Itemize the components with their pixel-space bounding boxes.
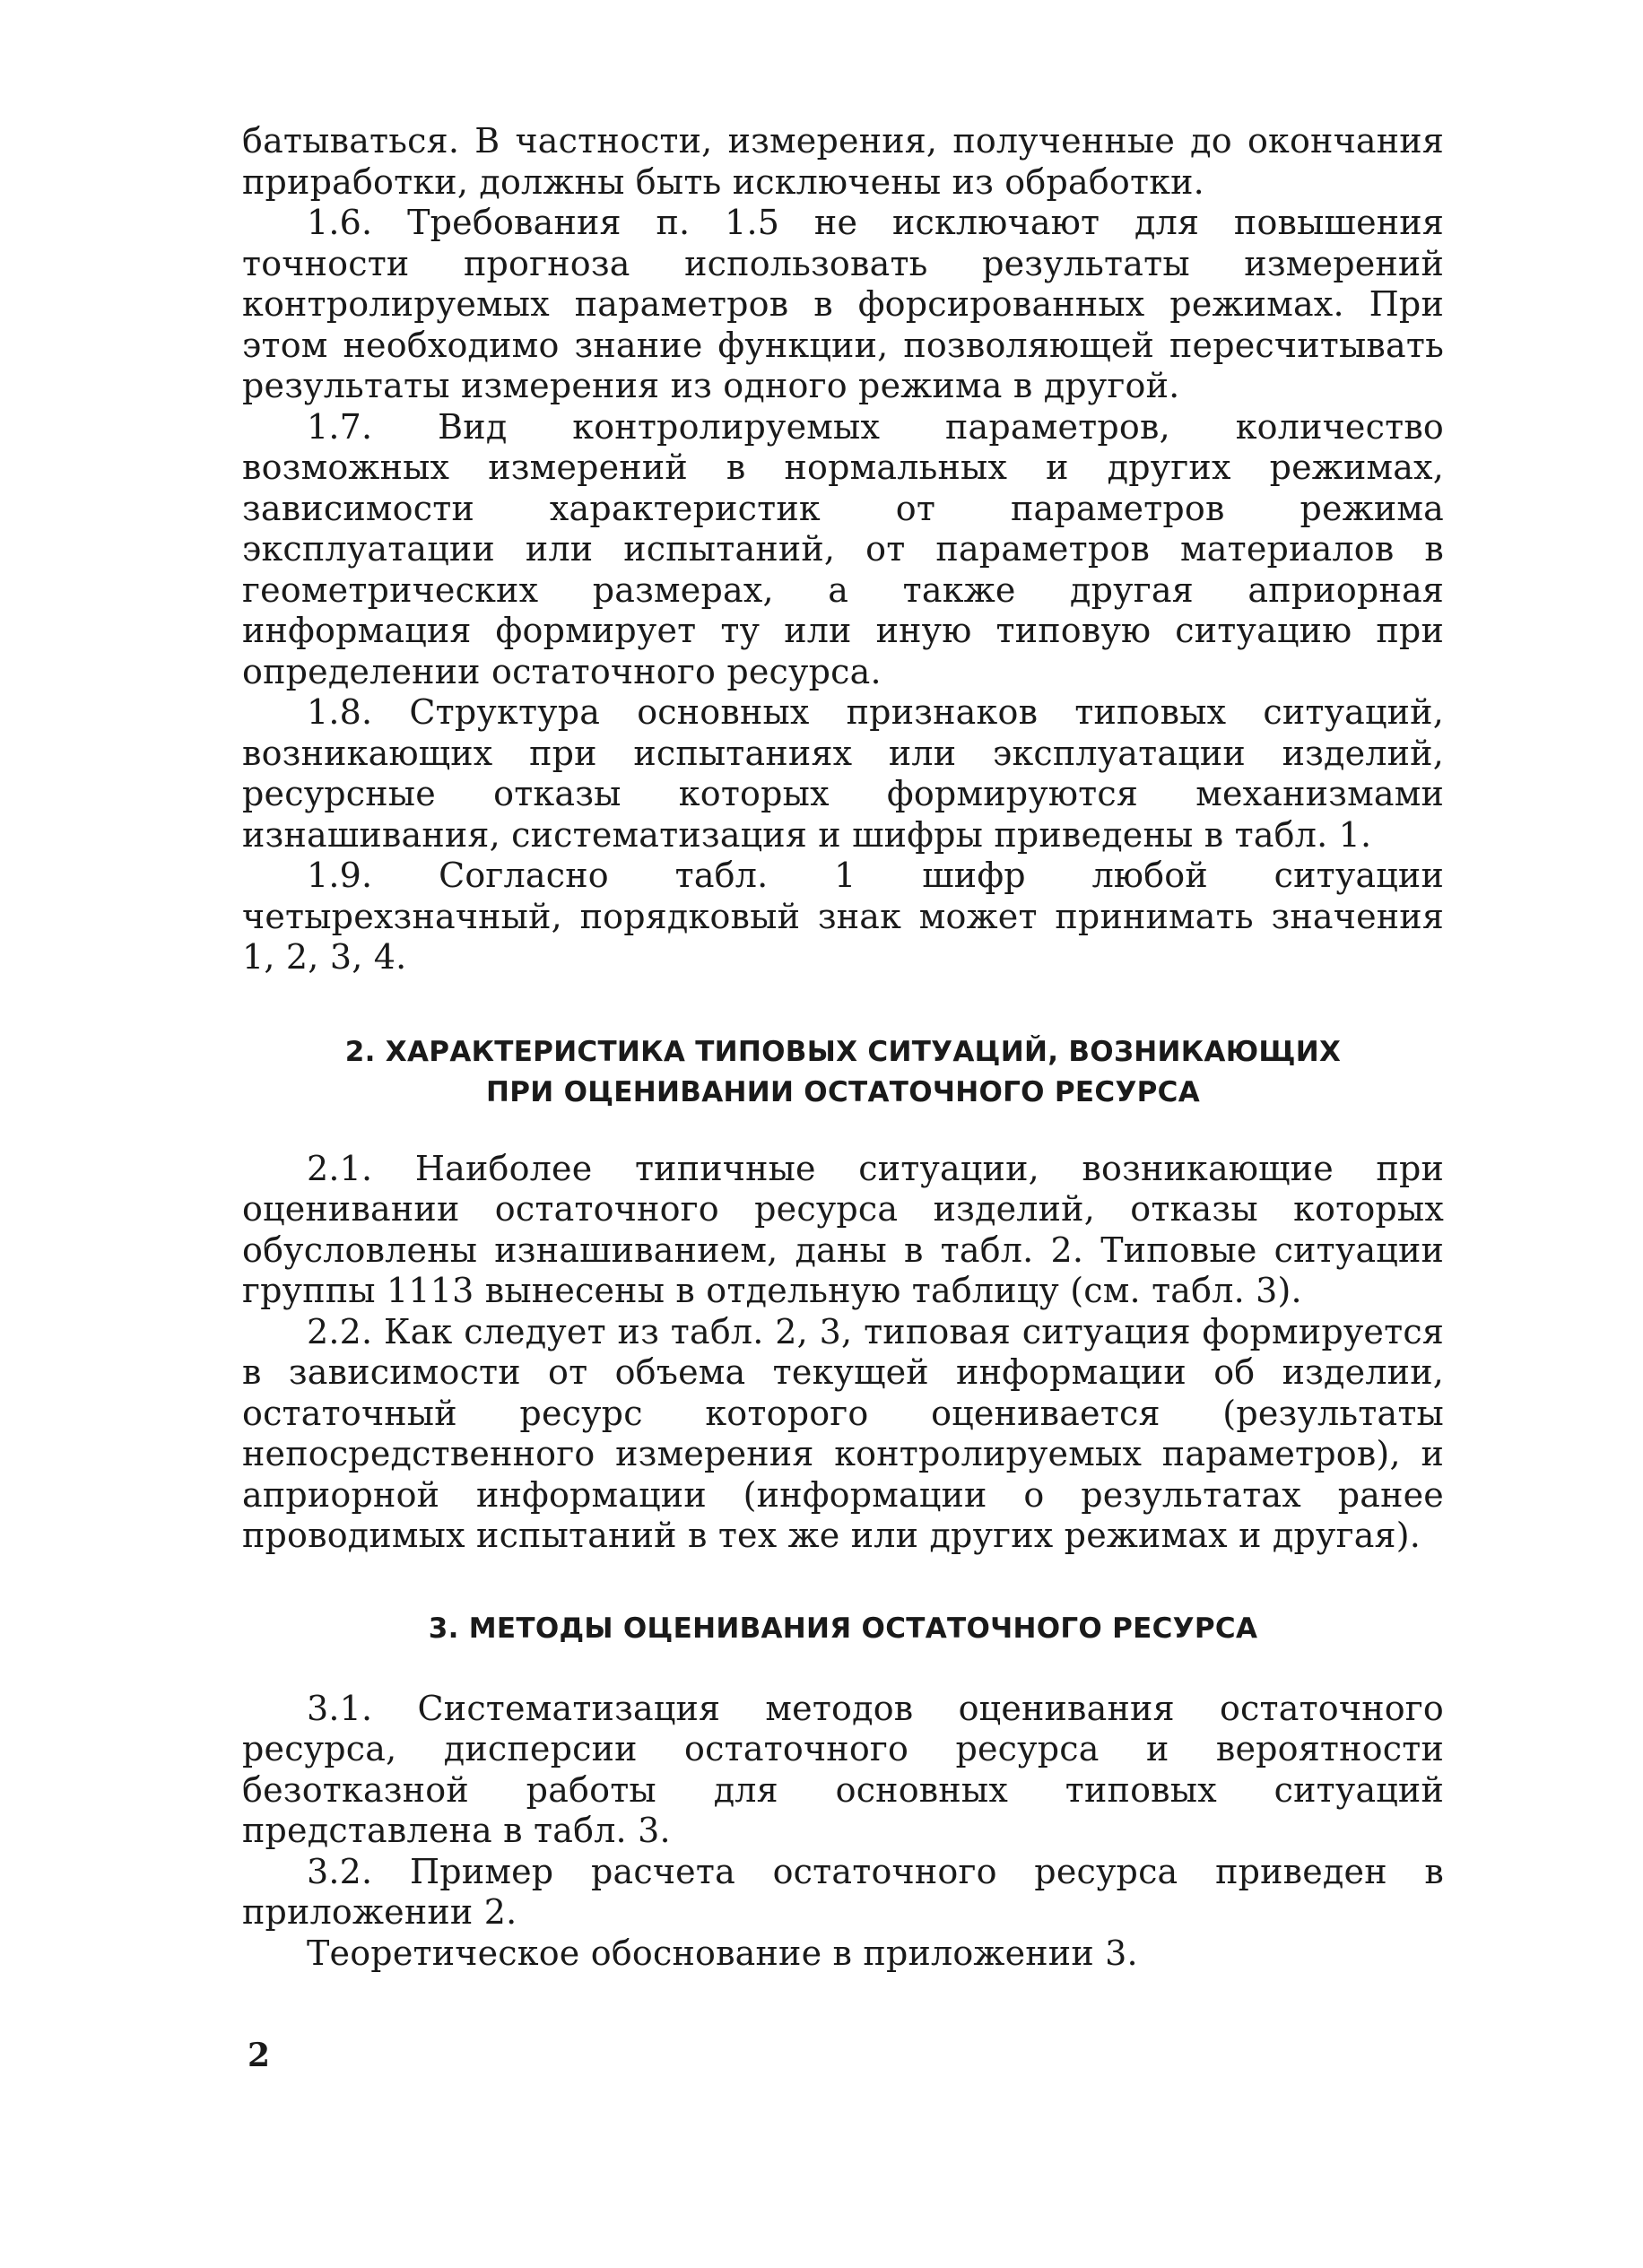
page-number: 2	[248, 2037, 271, 2074]
paragraph-1-9: 1.9. Согласно табл. 1 шифр любой ситуации четырехзначный, порядковый знак может принимать значения 1, 2, 3, 4.	[242, 856, 1444, 977]
document-page	[242, 121, 1444, 1974]
section-2-heading-line-2: ПРИ ОЦЕНИВАНИИ ОСТАТОЧНОГО РЕСУРСА	[485, 1075, 1201, 1108]
paragraph-1-7: 1.7. Вид контролируемых параметров, количество возможных измерений в нормальных и других режимах, зависимости характеристик от параметров режима эксплуатации или испытаний, от параметров материалов в геометрических размерах, а также другая априорная информация формирует ту или иную типовую ситуацию при определении остаточного ресурса.	[242, 406, 1444, 691]
paragraph-2-1: 2.1. Наиболее типичные ситуации, возникающие при оценивании остаточного ресурса изделий, отказы которых обусловлены изнашиванием, даны в табл. 2. Типовые ситуации группы 1113 вынесены в отдельную таблицу (см. табл. 3).	[242, 1148, 1444, 1310]
paragraph-1-8: 1.8. Структура основных признаков типовых ситуаций, возникающих при испытаниях или эксплуатации изделий, ресурсные отказы которых формируются механизмами изнашивания, систематизация и шифры приведены в табл. 1.	[242, 692, 1444, 855]
paragraph-3-2: 3.2. Пример расчета остаточного ресурса приведен в приложении 2.	[242, 1851, 1444, 1932]
section-3-heading: 3. МЕТОДЫ ОЦЕНИВАНИЯ ОСТАТОЧНОГО РЕСУРСА	[428, 1612, 1258, 1645]
paragraph-continuation: батываться. В частности, измерения, полученные до окончания приработки, должны быть исключены из обработки.	[242, 121, 1444, 202]
section-2-heading-line-1: 2. ХАРАКТЕРИСТИКА ТИПОВЫХ СИТУАЦИЙ, ВОЗНИКАЮЩИХ	[344, 1035, 1342, 1068]
section-2-heading	[242, 1032, 1444, 1113]
paragraph-3-3: Теоретическое обоснование в приложении 3.	[307, 1933, 1138, 1973]
paragraph-2-2: 2.2. Как следует из табл. 2, 3, типовая ситуация формируется в зависимости от объема текущей информации об изделии, остаточный ресурс которого оценивается (результаты непосредственного измерения контролируемых параметров), и априорной информации (информации о результатах ранее проводимых испытаний в тех же или других режимах и другая).	[242, 1311, 1444, 1555]
paragraph-1-6: 1.6. Требования п. 1.5 не исключают для повышения точности прогноза использовать результаты измерений контролируемых параметров в форсированных режимах. При этом необходимо знание функции, позволяющей пересчитывать результаты измерения из одного режима в другой.	[242, 203, 1444, 405]
paragraph-3-1: 3.1. Систематизация методов оценивания остаточного ресурса, дисперсии остаточного ресурса и вероятности безотказной работы для основных типовых ситуаций представлена в табл. 3.	[242, 1688, 1444, 1850]
